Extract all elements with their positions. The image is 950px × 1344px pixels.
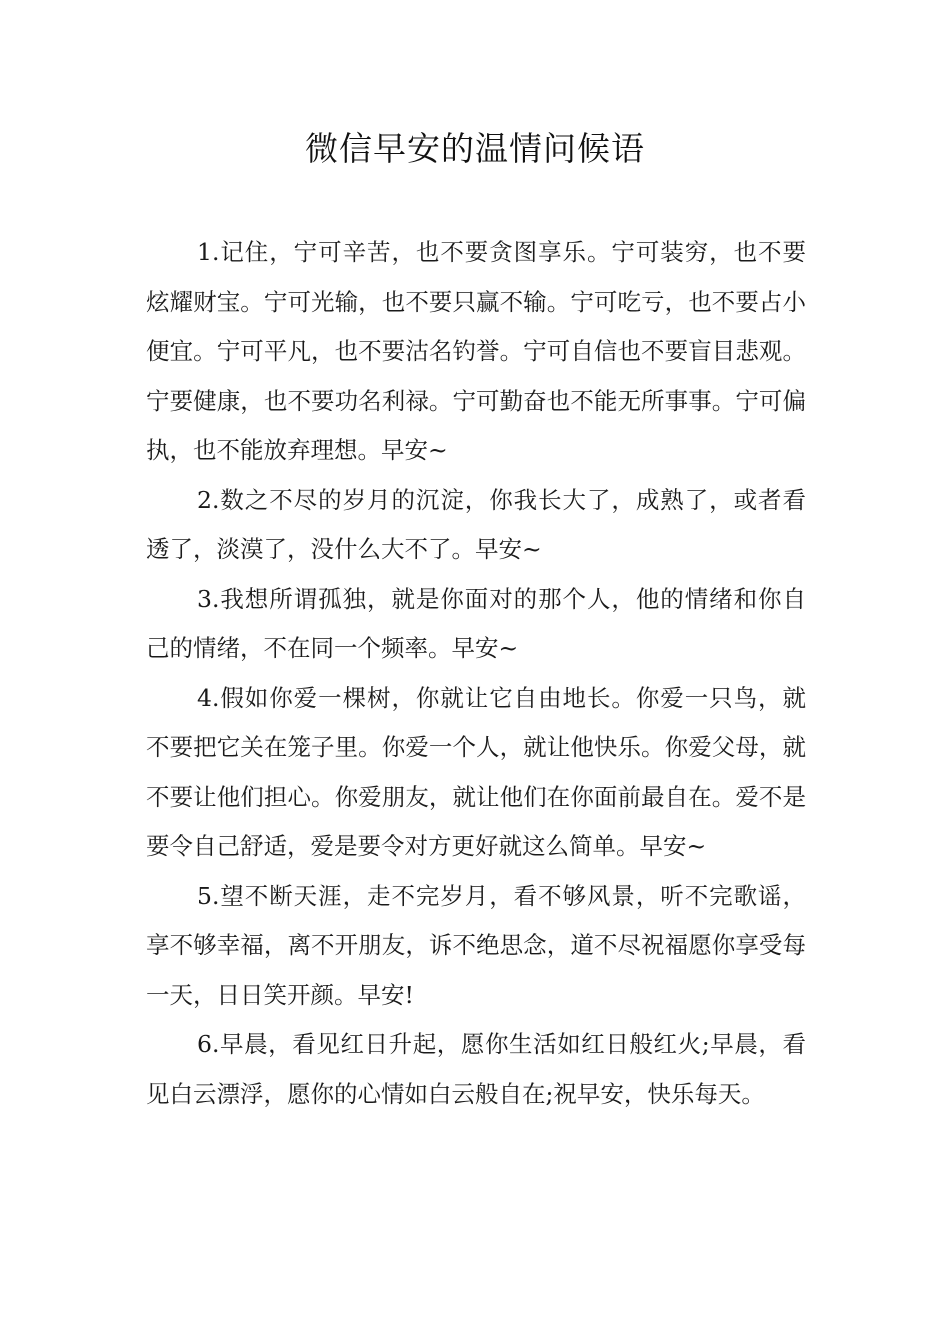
paragraph-3: 3.我想所谓孤独，就是你面对的那个人，他的情绪和你自己的情绪，不在同一个频率。早安~ [146,584,806,662]
document-title: 微信早安的温情问候语 [305,129,645,168]
paragraph-1: 1.记住，宁可辛苦，也不要贪图享乐。宁可装穷，也不要炫耀财宝。宁可光输，也不要只赢不输。宁可吃亏，也不要占小便宜。宁可平凡，也不要沽名钓誉。宁可自信也不要盲目悲观。宁要健康，也不要功名利禄。宁可勤奋也不能无所事事。宁可偏执，也不能放弃理想。早安~ [146,238,806,464]
paragraph-4: 4.假如你爱一棵树，你就让它自由地长。你爱一只鸟，就不要把它关在笼子里。你爱一个人，就让他快乐。你爱父母，就不要让他们担心。你爱朋友，就让他们在你面前最自在。爱不是要令自己舒适，爱是要令对方更好就这么简单。早安~ [146,683,806,860]
document-body [146,228,806,1119]
paragraph-6: 6.早晨，看见红日升起，愿你生活如红日般红火;早晨，看见白云漂浮，愿你的心情如白云般自在;祝早安，快乐每天。 [146,1030,806,1108]
paragraph-2: 2.数之不尽的岁月的沉淀，你我长大了，成熟了，或者看透了，淡漠了，没什么大不了。早安~ [146,485,806,563]
paragraph-5: 5.望不断天涯，走不完岁月，看不够风景，听不完歌谣，享不够幸福，离不开朋友，诉不绝思念，道不尽祝福愿你享受每一天，日日笑开颜。早安! [146,881,806,1009]
